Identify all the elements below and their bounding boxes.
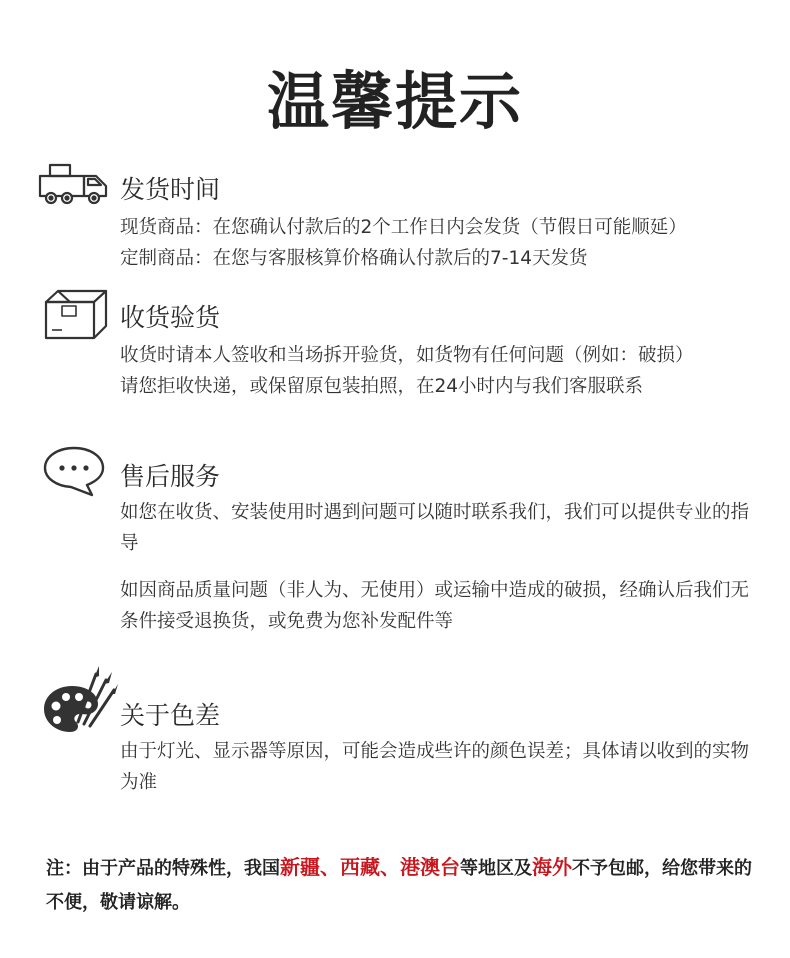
body-line: 请您拒收快递，或保留原包装拍照，在24小时内与我们客服联系: [120, 376, 644, 397]
note-highlight-overseas: 海外: [532, 855, 572, 879]
section-body: [120, 212, 770, 274]
section-title: 售后服务: [120, 462, 221, 491]
body-paragraph: 如因商品质量问题（非人为、无使用）或运输中造成的破损，经确认后我们无条件接受退换货，或免费为您补发配件等: [120, 580, 750, 632]
body-line: 现货商品：在您确认付款后的2个工作日内会发货（节假日可能顺延）: [120, 217, 687, 238]
palette-icon: [42, 664, 118, 738]
section-body: [120, 497, 760, 637]
box-icon: [44, 288, 108, 342]
note-suffix: 不予包邮，给您带来的不便，敬请谅解。: [46, 858, 752, 913]
truck-icon: [38, 162, 110, 206]
chat-bubble-icon: [42, 445, 106, 497]
page-title: 温馨提示: [266, 65, 523, 138]
section-body: [120, 736, 760, 798]
body-paragraph: 由于灯光、显示器等原因，可能会造成些许的颜色误差；具体请以收到的实物为准: [120, 741, 750, 793]
section-title: 关于色差: [120, 701, 221, 730]
note-prefix: 注：由于产品的特殊性，我国: [46, 858, 280, 879]
section-title: 发货时间: [120, 175, 221, 204]
note-middle: 等地区及: [460, 858, 532, 879]
body-line: 收货时请本人签收和当场拆开验货，如货物有任何问题（例如：破损）: [120, 345, 694, 366]
note-highlight-regions: 新疆、西藏、港澳台: [280, 855, 460, 879]
section-title: 收货验货: [120, 303, 221, 332]
shipping-exclusion-note: [46, 850, 766, 920]
body-paragraph: 如您在收货、安装使用时遇到问题可以随时联系我们，我们可以提供专业的指导: [120, 502, 750, 554]
section-body: [120, 340, 770, 402]
body-line: 定制商品：在您与客服核算价格确认付款后的7-14天发货: [120, 248, 588, 269]
